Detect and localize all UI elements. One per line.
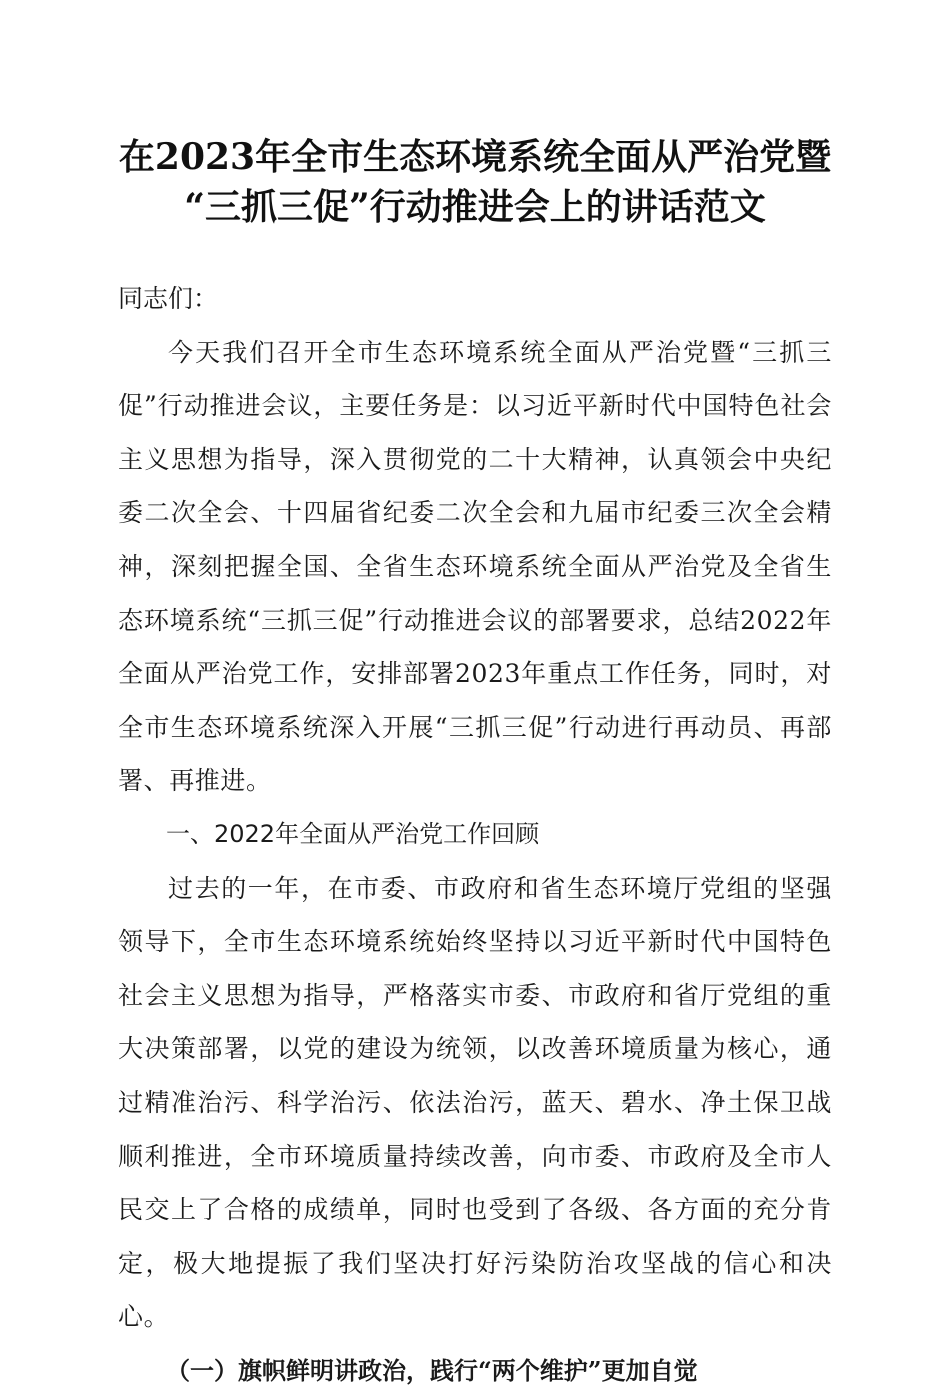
subsection-heading-1: （一）旗帜鲜明讲政治，践行“两个维护”更加自觉: [166, 1355, 698, 1385]
section-heading-1: 一、2022年全面从严治党工作回顾: [166, 819, 540, 848]
title-line-2: “三抓三促”行动推进会上的讲话范文: [184, 186, 766, 228]
document-body: [118, 272, 832, 1397]
salutation: 同志们：: [118, 284, 219, 313]
document-title: [100, 132, 850, 232]
paragraph-review: 过去的一年，在市委、市政府和省生态环境厅党组的坚强领导下，全市生态环境系统始终坚持以习近平新时代中国特色社会主义思想为指导，严格落实市委、市政府和省厅党组的重大决策部署，以党的建设为统领，以改善环境质量为核心，通过精准治污、科学治污、依法治污，蓝天、碧水、净土保卫战顺利推进，全市环境质量持续改善，向市委、市政府及全市人民交上了合格的成绩单，同时也受到了各级、各方面的充分肯定，极大地提振了我们坚决打好污染防治攻坚战的信心和决心。: [118, 873, 832, 1332]
title-line-1: 在2023年全市生态环境系统全面从严治党暨: [118, 136, 832, 178]
paragraph-intro: 今天我们召开全市生态环境系统全面从严治党暨“三抓三促”行动推进会议，主要任务是：以习近平新时代中国特色社会主义思想为指导，深入贯彻党的二十大精神，认真领会中央纪委二次全会、十四届省纪委二次全会和九届市纪委三次全会精神，深刻把握全国、全省生态环境系统全面从严治党及全省生态环境系统“三抓三促”行动推进会议的部署要求，总结2022年全面从严治党工作，安排部署2023年重点工作任务，同时，对全市生态环境系统深入开展“三抓三促”行动进行再动员、再部署、再推进。: [118, 337, 832, 796]
